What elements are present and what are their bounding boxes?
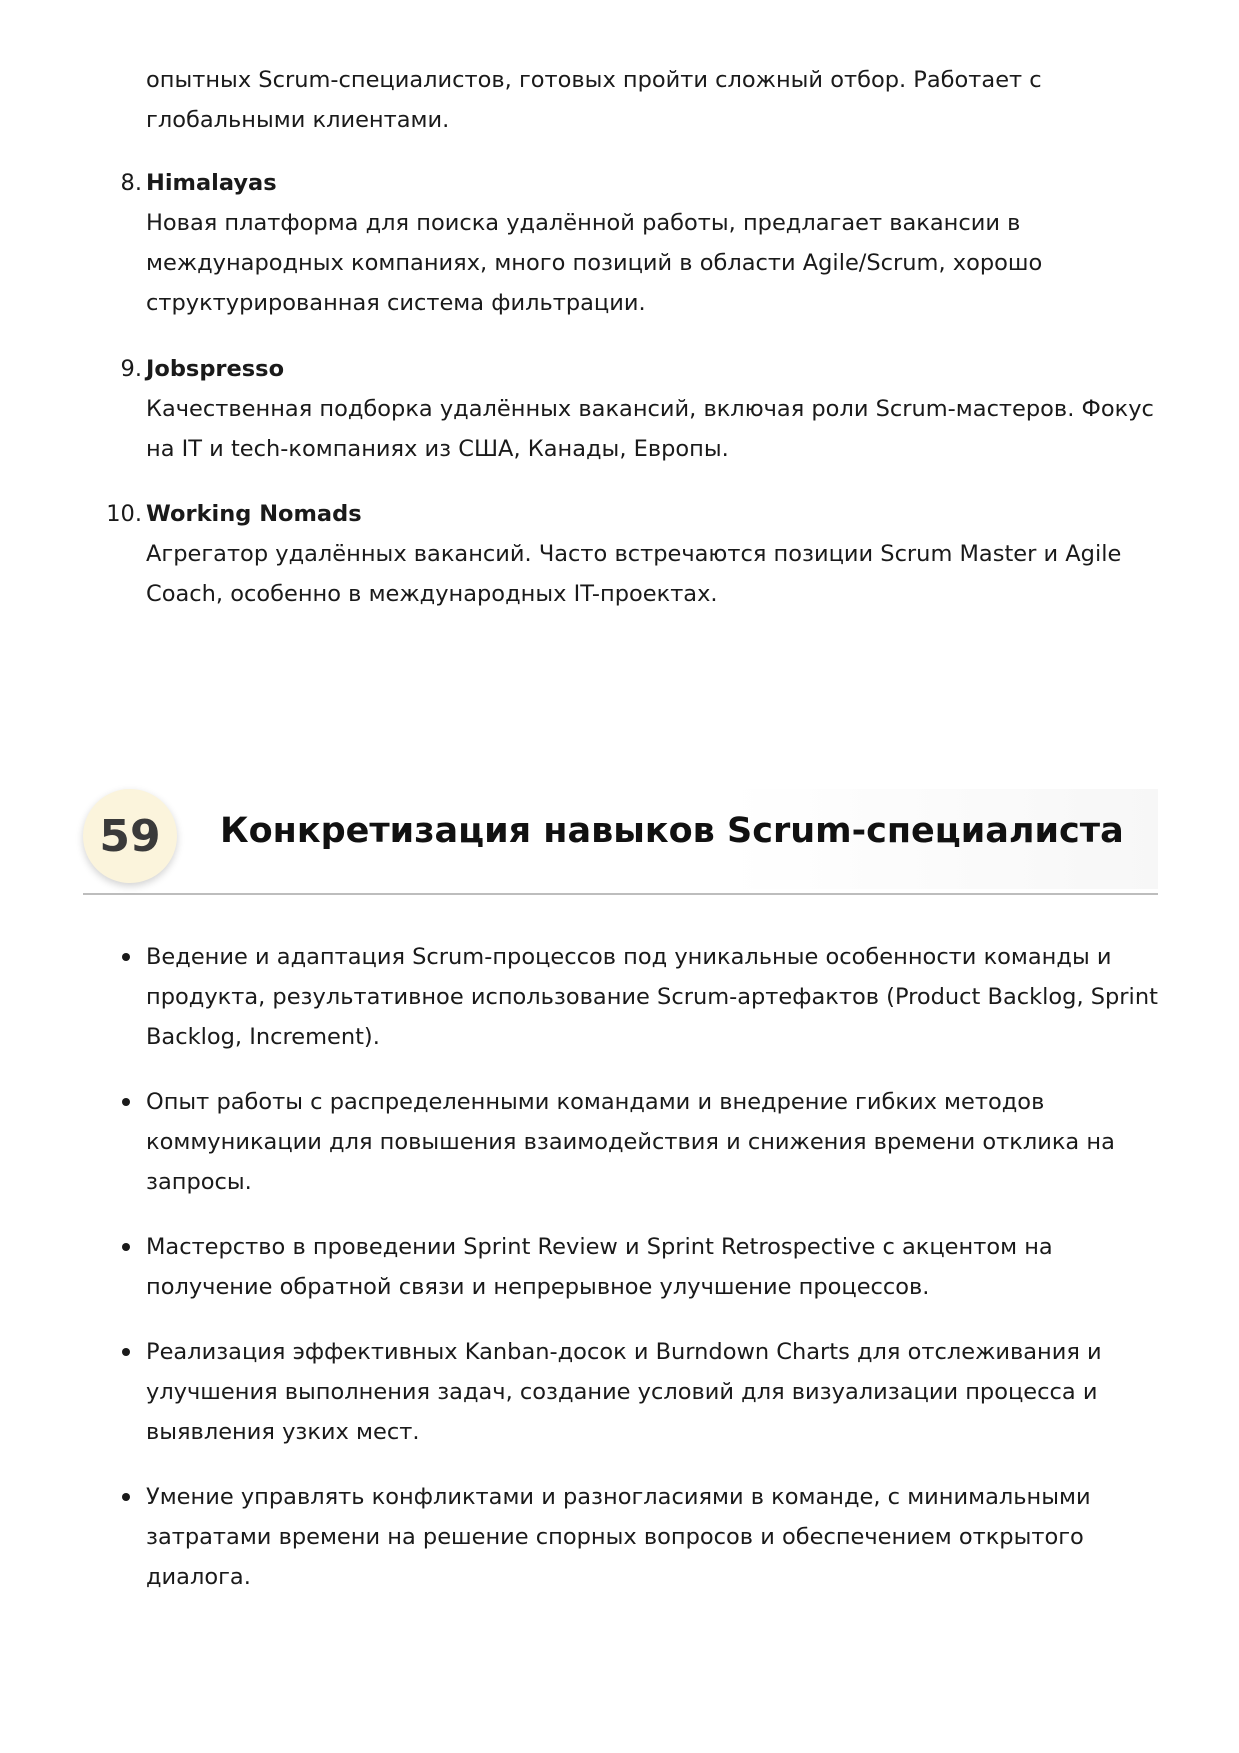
list-item-title: Himalayas <box>146 170 277 196</box>
section-title: Конкретизация навыков Scrum-специалиста <box>220 811 1124 851</box>
intro-paragraph: опытных Scrum-специалистов, готовых пройти сложный отбор. Работает с глобальными клиентами. <box>146 67 1042 133</box>
list-item-description: Агрегатор удалённых вакансий. Часто встречаются позиции Scrum Master и Agile Coach, особенно в международных IT-проектах. <box>146 541 1122 607</box>
section-header <box>83 783 1158 895</box>
bullet-item: Ведение и адаптация Scrum-процессов под уникальные особенности команды и продукта, результативное использование Scrum-артефактов (Product Backlog, Sprint Backlog, Increment). <box>146 937 1166 1057</box>
list-item-title: Jobspresso <box>146 356 285 382</box>
bullet-item: Реализация эффективных Kanban-досок и Burndown Charts для отслеживания и улучшения выполнения задач, создание условий для визуализации процесса и выявления узких мест. <box>146 1332 1166 1452</box>
bullet-item: Мастерство в проведении Sprint Review и Sprint Retrospective с акцентом на получение обратной связи и непрерывное улучшение процессов. <box>146 1227 1166 1307</box>
list-item-title: Working Nomads <box>146 501 362 527</box>
list-item-number: 8. <box>120 170 142 196</box>
skills-bullet-list <box>146 937 1166 1597</box>
section-divider <box>83 893 1158 895</box>
bullet-item: Опыт работы с распределенными командами и внедрение гибких методов коммуникации для повышения взаимодействия и снижения времени отклика на запросы. <box>146 1082 1166 1202</box>
list-item-description: Качественная подборка удалённых вакансий, включая роли Scrum-мастеров. Фокус на IT и tech-компаниях из США, Канады, Европы. <box>146 396 1154 462</box>
list-item-number: 9. <box>120 356 142 382</box>
list-item-number: 10. <box>106 501 142 527</box>
list-item-description: Новая платформа для поиска удалённой работы, предлагает вакансии в международных компаниях, много позиций в области Agile/Scrum, хорошо структурированная система фильтрации. <box>146 210 1043 316</box>
section-number-badge: 59 <box>83 789 177 883</box>
bullet-item: Умение управлять конфликтами и разногласиями в команде, с минимальными затратами времени на решение спорных вопросов и обеспечением открытого диалога. <box>146 1477 1166 1597</box>
